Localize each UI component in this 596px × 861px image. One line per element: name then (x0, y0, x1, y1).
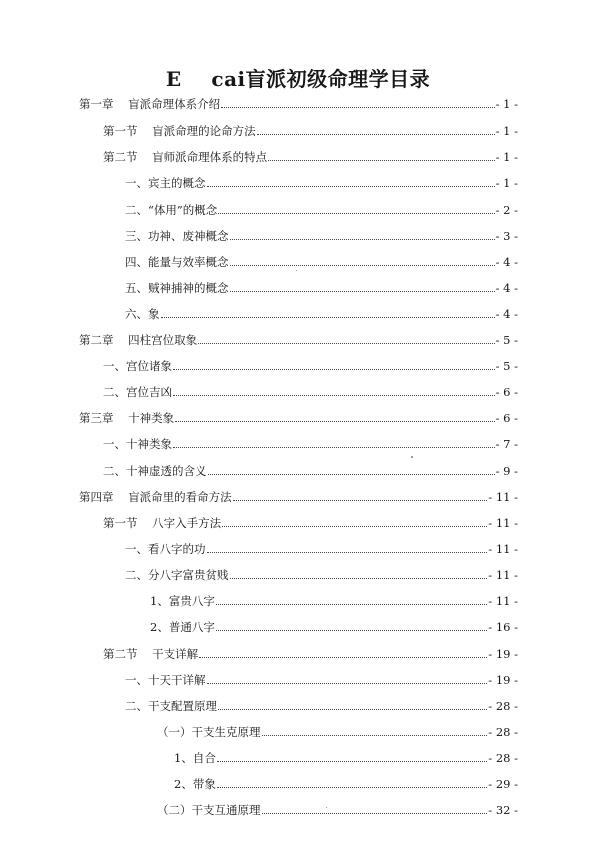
toc-entry-page: - 1 - (495, 124, 518, 138)
toc-entry-page: - 1 - (495, 176, 518, 190)
toc-entry-page: - 5 - (495, 333, 518, 347)
dot-leader (217, 786, 487, 788)
toc-entry[interactable] (103, 383, 518, 399)
toc-entry-label: 四、能量与效率概念 (125, 255, 229, 269)
dot-leader (199, 656, 487, 658)
dot-leader (221, 106, 494, 108)
toc-entry[interactable] (174, 775, 518, 791)
toc-entry-page: - 19 - (488, 647, 518, 661)
toc-entry[interactable] (103, 462, 518, 478)
dot-leader (207, 551, 488, 553)
dot-leader (198, 342, 494, 344)
toc-entry-label: 一、看八字的功 (125, 542, 206, 556)
toc-entry-page: - 4 - (495, 255, 518, 269)
toc-entry-page: - 11 - (488, 490, 518, 504)
toc-entry[interactable] (125, 671, 518, 687)
dot-leader (173, 394, 495, 396)
toc-entry-page: - 6 - (495, 385, 518, 399)
toc-entry[interactable] (125, 305, 518, 321)
toc-entry[interactable] (174, 749, 518, 765)
toc-entry[interactable] (125, 174, 518, 190)
toc-entry[interactable] (103, 435, 518, 451)
toc-entry-label: （二）干支互通原理 (157, 803, 261, 817)
toc-entry-label: 1、富贵八字 (150, 594, 215, 608)
toc-entry-label: 五、贼神捕神的概念 (125, 281, 229, 295)
toc-entry-label: 二、分八字富贵贫贱 (125, 568, 229, 582)
scan-speck (326, 807, 327, 808)
toc-entry-label: 1、自合 (174, 751, 216, 765)
toc-entry[interactable] (125, 540, 518, 556)
toc-entry[interactable] (150, 618, 518, 634)
toc-entry-label: 二、宫位吉凶 (103, 385, 172, 399)
toc-entry-page: - 28 - (488, 751, 518, 765)
dot-leader (230, 577, 488, 579)
toc-entry[interactable] (125, 201, 518, 217)
toc-entry-label: 一、宫位诸象 (103, 359, 172, 373)
dot-leader (161, 316, 495, 318)
toc-entry[interactable] (103, 122, 518, 138)
dot-leader (257, 133, 495, 135)
toc-entry-label: 第二节 盲师派命理体系的特点 (103, 150, 268, 164)
toc-entry[interactable] (103, 357, 518, 373)
toc-entry-label: （一）干支生克原理 (157, 725, 261, 739)
dot-leader (262, 734, 488, 736)
toc-entry-page: - 16 - (488, 620, 518, 634)
toc-entry-page: - 29 - (488, 777, 518, 791)
toc-entry[interactable] (103, 148, 518, 164)
toc-entry-page: - 4 - (495, 281, 518, 295)
toc-entry-page: - 11 - (488, 594, 518, 608)
dot-leader (230, 264, 495, 266)
toc-entry-label: 第二节 干支详解 (103, 647, 199, 661)
toc-entry-label: 2、带象 (174, 777, 216, 791)
toc-entry-label: 第二章 四柱宫位取象 (79, 333, 198, 347)
toc-entry[interactable] (157, 801, 518, 817)
toc-entry[interactable] (79, 488, 518, 504)
toc-entry-page: - 2 - (495, 203, 518, 217)
toc-entry-label: 2、普通八字 (150, 620, 215, 634)
toc-entry-page: - 19 - (488, 673, 518, 687)
toc-entry-label: 第一节 八字入手方法 (103, 516, 222, 530)
toc-entry-label: 二、干支配置原理 (125, 699, 217, 713)
dot-leader (175, 420, 494, 422)
dot-leader (222, 525, 487, 527)
toc-entry-page: - 28 - (488, 699, 518, 713)
toc-entry[interactable] (125, 566, 518, 582)
dot-leader (233, 499, 488, 501)
toc-entry-label: 三、功神、废神概念 (125, 229, 229, 243)
toc-entry-label: 一、十神类象 (103, 437, 172, 451)
scan-speck (411, 456, 413, 458)
dot-leader (217, 760, 487, 762)
toc-entry-label: 二、十神虚透的含义 (103, 464, 207, 478)
toc-entry-page: - 7 - (495, 437, 518, 451)
dot-leader (208, 473, 495, 475)
toc-entry-page: - 11 - (488, 568, 518, 582)
toc-entry-label: 第三章 十神类象 (79, 411, 175, 425)
toc-entry-label: 六、象 (125, 307, 160, 321)
dot-leader (173, 446, 495, 448)
toc-entry-label: 一、十天干详解 (125, 673, 206, 687)
toc-entry[interactable] (79, 409, 518, 425)
toc-entry[interactable] (103, 645, 518, 661)
toc-entry-label: 第一节 盲派命理的论命方法 (103, 124, 256, 138)
document-title: E cai盲派初级命理学目录 (165, 67, 431, 91)
toc-entry-page: - 5 - (495, 359, 518, 373)
dot-leader (218, 708, 487, 710)
toc-entry-page: - 11 - (488, 516, 518, 530)
toc-entry-label: 第四章 盲派命里的看命方法 (79, 490, 232, 504)
toc-entry[interactable] (150, 592, 518, 608)
toc-entry-page: - 1 - (495, 150, 518, 164)
toc-entry-label: 第一章 盲派命理体系介绍 (79, 97, 221, 111)
scan-speck (296, 270, 297, 271)
toc-entry-page: - 3 - (495, 229, 518, 243)
toc-entry[interactable] (125, 697, 518, 713)
toc-entry[interactable] (125, 227, 518, 243)
toc-entry-page: - 11 - (488, 542, 518, 556)
toc-entry-page: - 32 - (488, 803, 518, 817)
dot-leader (173, 368, 495, 370)
toc-entry[interactable] (79, 95, 518, 111)
toc-entry[interactable] (125, 253, 518, 269)
toc-entry-page: - 1 - (495, 97, 518, 111)
toc-entry[interactable] (103, 514, 518, 530)
toc-entry-page: - 6 - (495, 411, 518, 425)
toc-entry-page: - 9 - (495, 464, 518, 478)
dot-leader (268, 159, 494, 161)
toc-entry-page: - 28 - (488, 725, 518, 739)
toc-entry[interactable] (125, 279, 518, 295)
dot-leader (230, 238, 495, 240)
toc-entry[interactable] (79, 331, 518, 347)
toc-entry[interactable] (157, 723, 518, 739)
dot-leader (207, 682, 488, 684)
dot-leader (230, 290, 495, 292)
dot-leader (216, 629, 487, 631)
toc-entry-label: 一、宾主的概念 (125, 176, 206, 190)
dot-leader (216, 603, 487, 605)
toc-entry-label: 二、“体用”的概念 (125, 203, 218, 217)
dot-leader (218, 212, 494, 214)
dot-leader (207, 185, 495, 187)
toc-entry-page: - 4 - (495, 307, 518, 321)
dot-leader (262, 812, 488, 814)
